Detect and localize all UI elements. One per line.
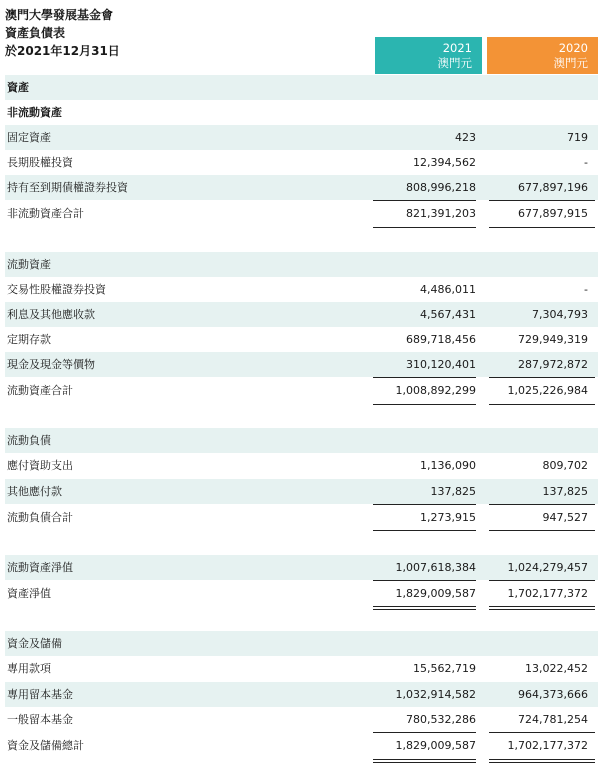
row-label: 固定資產 [7,131,51,144]
value-2020: 1,702,177,372 [507,739,588,752]
value-2021: 137,825 [430,485,476,498]
subtotal-row [5,505,598,530]
section-heading-funds-and-reserves [5,631,598,656]
row-label: 交易性股權證券投資 [7,283,106,296]
value-2020: 729,949,319 [518,333,588,346]
value-2021: 1,032,914,582 [395,688,476,701]
total-row-funds-and-reserves [5,733,598,758]
double-rule-bottom [489,762,595,763]
report-header [5,6,120,60]
column-header-2020 [487,37,598,74]
value-2021: 4,567,431 [420,308,476,321]
double-rule-top [489,759,595,760]
row-label: 流動資產淨值 [7,561,73,574]
table-row [5,327,598,352]
row-label: 流動資產 [7,258,51,271]
row-label: 資產 [7,81,29,94]
table-row [5,682,598,707]
row-label: 專用留本基金 [7,688,73,701]
total-rule [373,530,476,531]
subsection-heading-non-current-assets [5,100,598,125]
value-2021: 808,996,218 [406,181,476,194]
value-2020: 1,025,226,984 [507,384,588,397]
value-2020: - [584,156,588,169]
row-label: 長期股權投資 [7,156,73,169]
value-2021: 821,391,203 [406,207,476,220]
row-label: 定期存款 [7,333,51,346]
double-rule-bottom [373,762,476,763]
value-2020: 13,022,452 [525,662,588,675]
table-row [5,707,598,732]
row-label: 現金及現金等價物 [7,358,95,371]
double-rule-top [373,606,476,607]
row-label: 專用款項 [7,662,51,675]
row-label: 資產淨值 [7,587,51,600]
section-heading-current-liabilities [5,428,598,453]
row-label: 流動負債合計 [7,511,73,524]
row-label: 非流動資產合計 [7,207,84,220]
row-label: 資金及儲備 [7,637,62,650]
value-2021: 780,532,286 [406,713,476,726]
table-row [5,656,598,681]
row-label: 應付資助支出 [7,459,73,472]
column-unit: 澳門元 [553,56,588,70]
value-2020: 719 [567,131,588,144]
table-row [5,277,598,302]
row-label: 資金及儲備總計 [7,739,84,752]
subtotal-row [5,378,598,403]
row-label: 流動負債 [7,434,51,447]
value-2021: 12,394,562 [413,156,476,169]
value-2021: 310,120,401 [406,358,476,371]
table-row-net-current-assets [5,555,598,580]
row-label: 流動資產合計 [7,384,73,397]
report-title: 資產負債表 [5,26,66,40]
value-2020: 809,702 [542,459,588,472]
value-2021: 689,718,456 [406,333,476,346]
total-rule [489,404,595,405]
column-year: 2020 [558,41,588,55]
double-rule-bottom [489,609,595,610]
value-2021: 1,008,892,299 [395,384,476,397]
value-2020: 137,825 [542,485,588,498]
table-row [5,302,598,327]
column-year: 2021 [442,41,472,55]
table-row [5,352,598,377]
organization-name: 澳門大學發展基金會 [5,8,114,22]
row-label: 其他應付款 [7,485,62,498]
double-rule-top [489,606,595,607]
value-2021: 423 [455,131,476,144]
table-row [5,479,598,504]
value-2021: 4,486,011 [420,283,476,296]
value-2020: - [584,283,588,296]
table-row [5,125,598,150]
total-rule [373,227,476,228]
row-label: 一般留本基金 [7,713,73,726]
row-label: 非流動資產 [7,106,62,119]
value-2020: 677,897,915 [518,207,588,220]
table-row [5,150,598,175]
report-date: 於2021年12月31日 [5,44,120,58]
table-row-net-assets [5,581,598,606]
value-2020: 724,781,254 [518,713,588,726]
table-row [5,453,598,478]
table-row [5,175,598,200]
section-heading-current-assets [5,252,598,277]
value-2021: 1,273,915 [420,511,476,524]
value-2021: 1,136,090 [420,459,476,472]
value-2021: 1,007,618,384 [395,561,476,574]
value-2021: 1,829,009,587 [395,587,476,600]
value-2020: 677,897,196 [518,181,588,194]
total-rule [373,404,476,405]
value-2020: 7,304,793 [532,308,588,321]
value-2020: 947,527 [542,511,588,524]
value-2020: 964,373,666 [518,688,588,701]
column-unit: 澳門元 [437,56,472,70]
double-rule-top [373,759,476,760]
value-2020: 1,702,177,372 [507,587,588,600]
value-2020: 1,024,279,457 [507,561,588,574]
section-heading-assets [5,75,598,100]
column-header-2021 [375,37,482,74]
total-rule [489,530,595,531]
value-2021: 15,562,719 [413,662,476,675]
row-label: 利息及其他應收款 [7,308,95,321]
value-2021: 1,829,009,587 [395,739,476,752]
double-rule-bottom [373,609,476,610]
total-rule [489,227,595,228]
row-label: 持有至到期債權證券投資 [7,181,128,194]
value-2020: 287,972,872 [518,358,588,371]
subtotal-row [5,201,598,226]
